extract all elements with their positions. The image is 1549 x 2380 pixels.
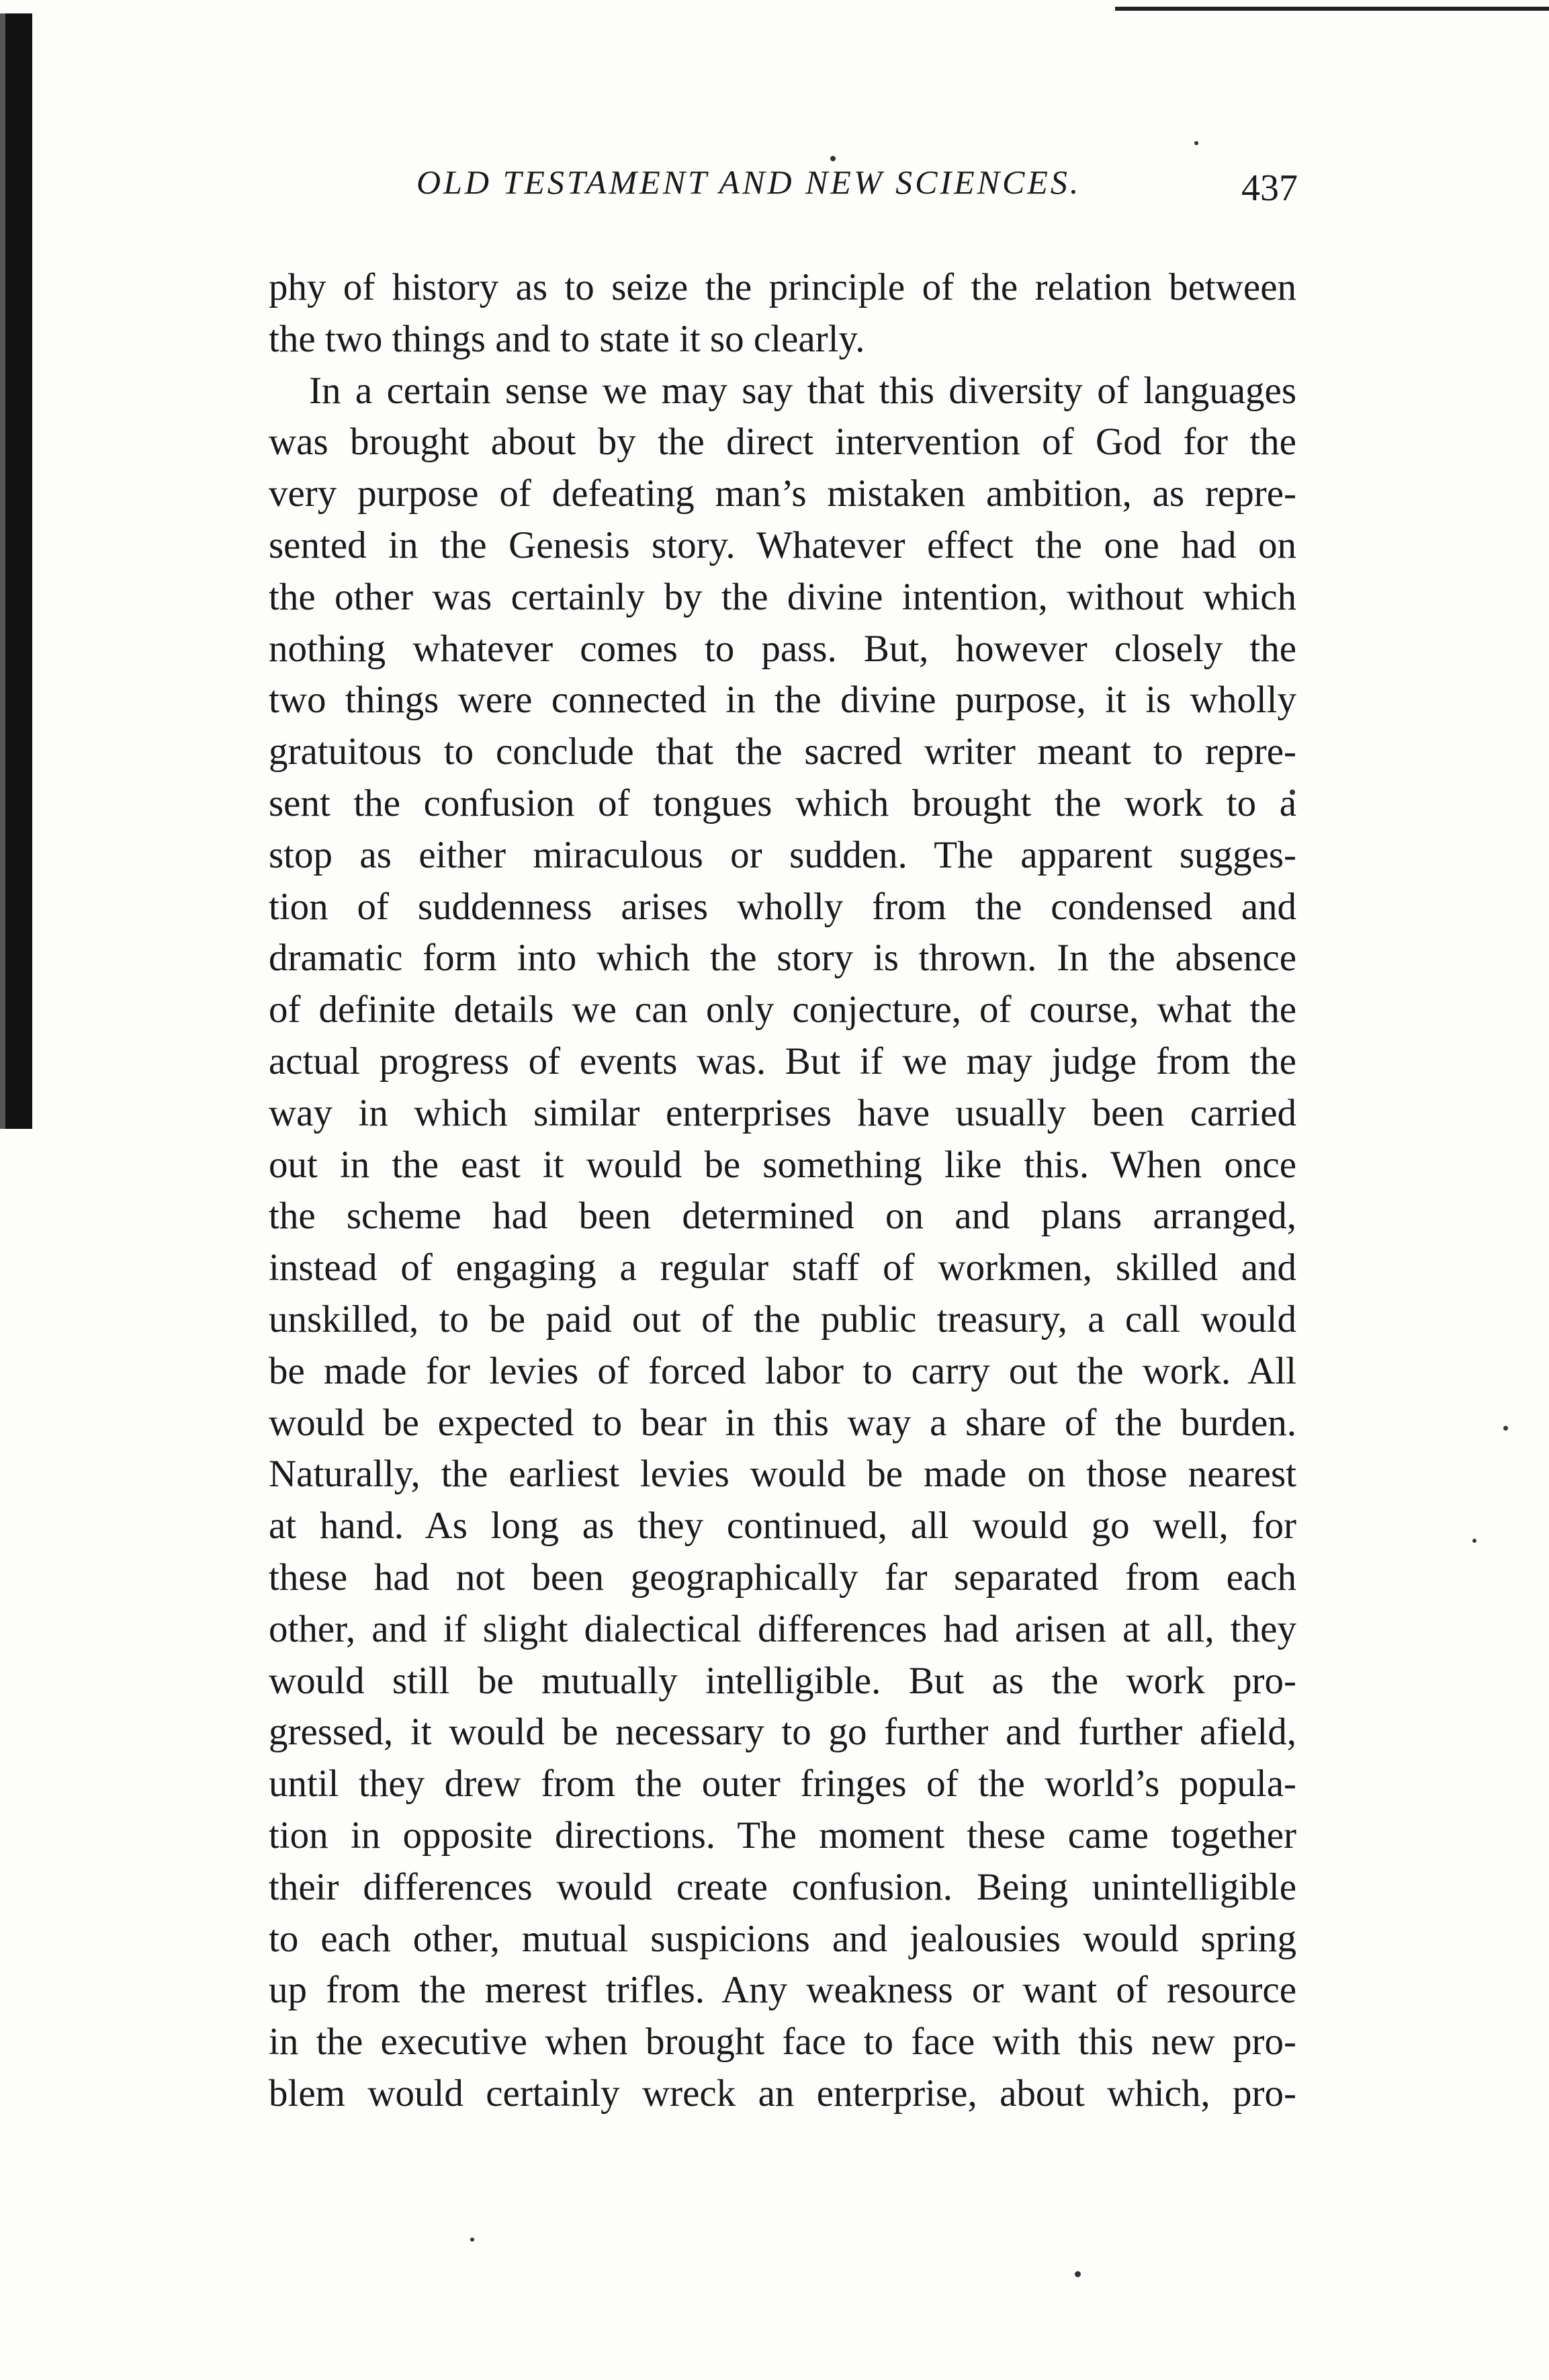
text-line: blem would certainly wreck an enterprise, about which, pro- — [269, 2072, 1296, 2115]
text-line: sent the confusion of tongues which brought the work to a — [269, 781, 1296, 824]
text-line: their differences would create confusion. Being unintelligible — [269, 1865, 1296, 1908]
text-line: would still be mutually intelligible. But as the work pro- — [269, 1659, 1296, 1702]
text-line: tion in opposite directions. The moment these came together — [269, 1814, 1296, 1857]
scan-top-rule — [1115, 7, 1549, 11]
text-line: these had not been geographically far separated from each — [269, 1556, 1296, 1599]
text-line: the scheme had been determined on and plans arranged, — [269, 1195, 1296, 1238]
scan-speck — [1194, 141, 1198, 145]
text-line: Naturally, the earliest levies would be made on those nearest — [269, 1453, 1296, 1496]
text-line: at hand. As long as they continued, all would go well, for — [269, 1504, 1296, 1547]
text-line: of definite details we can only conjecture, of course, what the — [269, 988, 1296, 1031]
text-line: In a certain sense we may say that this diversity of languages — [309, 369, 1296, 412]
text-line: phy of history as to seize the principle of the relation between — [269, 266, 1296, 308]
paragraph — [269, 366, 1296, 2120]
text-line: be made for levies of forced labor to carry out the work. All — [269, 1349, 1296, 1392]
text-line: to each other, mutual suspicions and jealousies would spring — [269, 1917, 1296, 1960]
text-line: the other was certainly by the divine intention, without which — [269, 575, 1296, 618]
running-title: OLD TESTAMENT AND NEW SCIENCES. — [416, 163, 1081, 201]
text-line: instead of engaging a regular staff of workmen, skilled and — [269, 1246, 1296, 1289]
scan-speck — [1075, 2271, 1081, 2277]
paragraph — [269, 262, 1296, 366]
text-line: gressed, it would be necessary to go further and further afield, — [269, 1711, 1296, 1754]
text-line: tion of suddenness arises wholly from the condensed and — [269, 885, 1296, 928]
scan-speck — [470, 2238, 474, 2242]
text-line: up from the merest trifles. Any weakness or want of resource — [269, 1969, 1296, 2012]
page-number: 437 — [1241, 167, 1298, 209]
body-text — [269, 262, 1296, 2120]
text-line: way in which similar enterprises have usually been carried — [269, 1091, 1296, 1134]
scan-edge-shadow-thin — [0, 13, 5, 1129]
text-line: out in the east it would be something like this. When once — [269, 1143, 1296, 1186]
text-line: until they drew from the outer fringes of the world’s popula- — [269, 1762, 1296, 1805]
text-line: very purpose of defeating man’s mistaken ambition, as repre- — [269, 472, 1296, 515]
scan-speck — [1503, 1426, 1508, 1431]
text-line: other, and if slight dialectical differences had arisen at all, they — [269, 1607, 1296, 1650]
text-line: was brought about by the direct intervention of God for the — [269, 421, 1296, 464]
scan-speck — [1472, 1539, 1476, 1543]
text-line: gratuitous to conclude that the sacred writer meant to repre- — [269, 730, 1296, 773]
text-line: nothing whatever comes to pass. But, however closely the — [269, 627, 1296, 670]
text-line: would be expected to bear in this way a share of the burden. — [269, 1401, 1296, 1444]
text-line: dramatic form into which the story is thrown. In the absence — [269, 937, 1296, 980]
running-head — [275, 153, 1303, 220]
text-line: unskilled, to be paid out of the public treasury, a call would — [269, 1298, 1296, 1341]
text-line: actual progress of events was. But if we may judge from the — [269, 1039, 1296, 1082]
text-line: stop as either miraculous or sudden. The apparent sugges- — [269, 833, 1296, 876]
text-line: sented in the Genesis story. Whatever effect the one had on — [269, 523, 1296, 566]
text-line: in the executive when brought face to face with this new pro- — [269, 2021, 1296, 2064]
text-line: the two things and to state it so clearly. — [269, 317, 865, 360]
text-line: two things were connected in the divine purpose, it is wholly — [269, 679, 1296, 722]
scan-edge-shadow — [5, 13, 32, 1129]
